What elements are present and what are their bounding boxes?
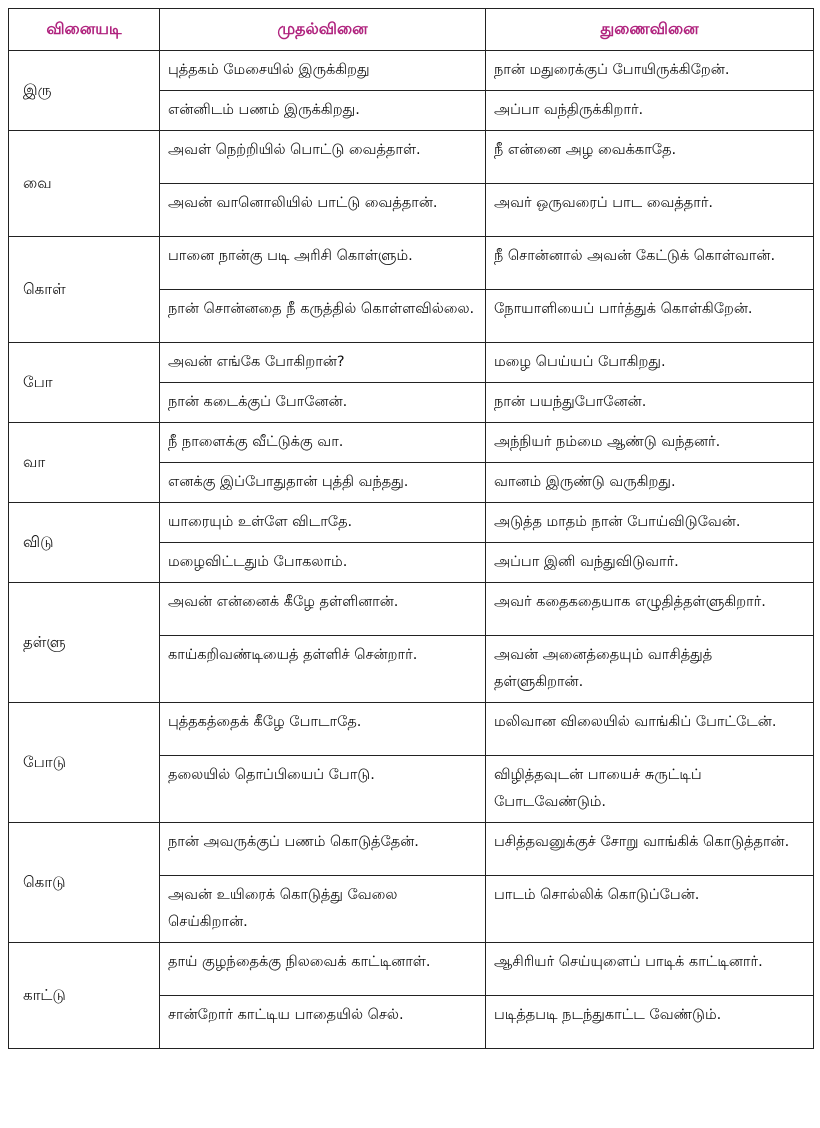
verb-root-cell: வை — [9, 131, 160, 237]
table-row — [9, 703, 814, 756]
aux-verb-cell: பசித்தவனுக்குச் சோறு வாங்கிக் கொடுத்தான். — [486, 823, 814, 876]
aux-verb-cell: நோயாளியைப் பார்த்துக் கொள்கிறேன். — [486, 290, 814, 343]
main-verb-cell: அவன் உயிரைக் கொடுத்து வேலை செய்கிறான். — [160, 876, 486, 943]
aux-verb-cell: அவர் கதைகதையாக எழுதித்தள்ளுகிறார். — [486, 583, 814, 636]
verb-root-cell: கொள் — [9, 237, 160, 343]
aux-verb-cell: விழித்தவுடன் பாயைச் சுருட்டிப் போடவேண்டும். — [486, 756, 814, 823]
header-auxiliary-verb: துணைவினை — [486, 9, 814, 51]
verb-root-cell: வா — [9, 423, 160, 503]
table-row — [9, 131, 814, 184]
main-verb-cell: நான் சொன்னதை நீ கருத்தில் கொள்ளவில்லை. — [160, 290, 486, 343]
main-verb-cell: பானை நான்கு படி அரிசி கொள்ளும். — [160, 237, 486, 290]
main-verb-cell: புத்தகத்தைக் கீழே போடாதே. — [160, 703, 486, 756]
aux-verb-cell: அவர் ஒருவரைப் பாட வைத்தார். — [486, 184, 814, 237]
table-row — [9, 823, 814, 876]
main-verb-cell: நீ நாளைக்கு வீட்டுக்கு வா. — [160, 423, 486, 463]
aux-verb-cell: அந்நியர் நம்மை ஆண்டு வந்தனர். — [486, 423, 814, 463]
aux-verb-cell: படித்தபடி நடந்துகாட்ட வேண்டும். — [486, 996, 814, 1049]
main-verb-cell: தலையில் தொப்பியைப் போடு. — [160, 756, 486, 823]
main-verb-cell: சான்றோர் காட்டிய பாதையில் செல். — [160, 996, 486, 1049]
main-verb-cell: எனக்கு இப்போதுதான் புத்தி வந்தது. — [160, 463, 486, 503]
main-verb-cell: தாய் குழந்தைக்கு நிலவைக் காட்டினாள். — [160, 943, 486, 996]
main-verb-cell: மழைவிட்டதும் போகலாம். — [160, 543, 486, 583]
main-verb-cell: காய்கறிவண்டியைத் தள்ளிச் சென்றார். — [160, 636, 486, 703]
main-verb-cell: அவன் எங்கே போகிறான்? — [160, 343, 486, 383]
main-verb-cell: என்னிடம் பணம் இருக்கிறது. — [160, 91, 486, 131]
main-verb-cell: அவள் நெற்றியில் பொட்டு வைத்தாள். — [160, 131, 486, 184]
main-verb-cell: நான் அவருக்குப் பணம் கொடுத்தேன். — [160, 823, 486, 876]
aux-verb-cell: நீ சொன்னால் அவன் கேட்டுக் கொள்வான். — [486, 237, 814, 290]
aux-verb-cell: ஆசிரியர் செய்யுளைப் பாடிக் காட்டினார். — [486, 943, 814, 996]
main-verb-cell: புத்தகம் மேசையில் இருக்கிறது — [160, 51, 486, 91]
table-row — [9, 503, 814, 543]
main-verb-cell: அவன் வானொலியில் பாட்டு வைத்தான். — [160, 184, 486, 237]
header-row — [9, 9, 814, 51]
verb-root-cell: கொடு — [9, 823, 160, 943]
aux-verb-cell: அப்பா வந்திருக்கிறார். — [486, 91, 814, 131]
verb-root-cell: தள்ளு — [9, 583, 160, 703]
table-row — [9, 583, 814, 636]
table-row — [9, 343, 814, 383]
verb-root-cell: இரு — [9, 51, 160, 131]
verb-root-cell: போடு — [9, 703, 160, 823]
aux-verb-cell: நீ என்னை அழ வைக்காதே. — [486, 131, 814, 184]
verb-table-container — [8, 8, 813, 1049]
aux-verb-cell: அடுத்த மாதம் நான் போய்விடுவேன். — [486, 503, 814, 543]
verb-root-cell: காட்டு — [9, 943, 160, 1049]
table-row — [9, 943, 814, 996]
table-row — [9, 237, 814, 290]
header-verb-root: வினையடி — [9, 9, 160, 51]
aux-verb-cell: பாடம் சொல்லிக் கொடுப்பேன். — [486, 876, 814, 943]
main-verb-cell: அவன் என்னைக் கீழே தள்ளினான். — [160, 583, 486, 636]
aux-verb-cell: மலிவான விலையில் வாங்கிப் போட்டேன். — [486, 703, 814, 756]
verb-root-cell: போ — [9, 343, 160, 423]
main-verb-cell: நான் கடைக்குப் போனேன். — [160, 383, 486, 423]
verb-table — [8, 8, 814, 1049]
aux-verb-cell: நான் மதுரைக்குப் போயிருக்கிறேன். — [486, 51, 814, 91]
aux-verb-cell: அப்பா இனி வந்துவிடுவார். — [486, 543, 814, 583]
aux-verb-cell: அவன் அனைத்தையும் வாசித்துத் தள்ளுகிறான். — [486, 636, 814, 703]
aux-verb-cell: மழை பெய்யப் போகிறது. — [486, 343, 814, 383]
verb-root-cell: விடு — [9, 503, 160, 583]
table-row — [9, 51, 814, 91]
main-verb-cell: யாரையும் உள்ளே விடாதே. — [160, 503, 486, 543]
table-row — [9, 423, 814, 463]
aux-verb-cell: வானம் இருண்டு வருகிறது. — [486, 463, 814, 503]
header-main-verb: முதல்வினை — [160, 9, 486, 51]
aux-verb-cell: நான் பயந்துபோனேன். — [486, 383, 814, 423]
